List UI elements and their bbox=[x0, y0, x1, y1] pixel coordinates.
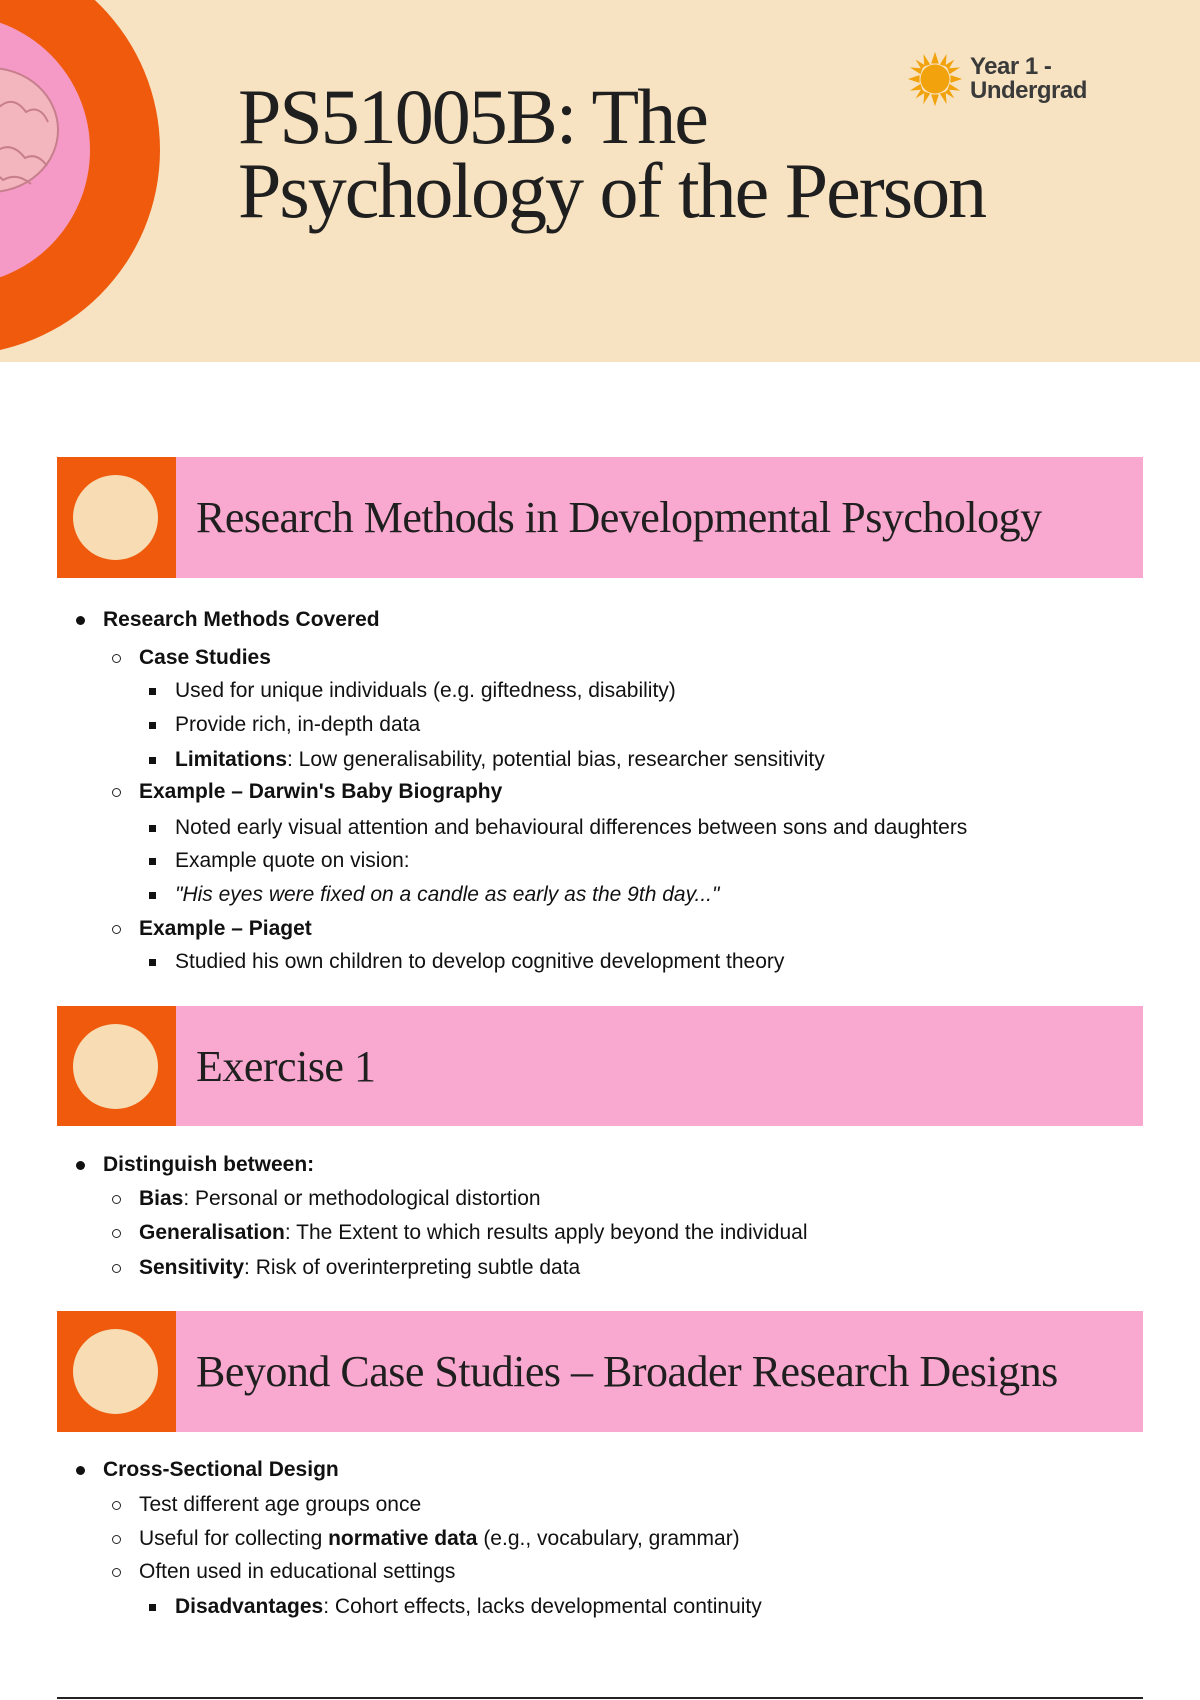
section-marker bbox=[57, 1006, 176, 1126]
section-title: Beyond Case Studies – Broader Research Designs bbox=[196, 1347, 1058, 1396]
title-line-1: PS51005B: The bbox=[238, 73, 707, 160]
circle-icon bbox=[73, 1329, 158, 1414]
list-item: Useful for collecting normative data (e.g., vocabulary, grammar) bbox=[139, 1527, 740, 1551]
section-marker bbox=[57, 1311, 176, 1432]
list-item: Sensitivity: Risk of overinterpreting subtle data bbox=[139, 1256, 580, 1280]
list-item: Case Studies bbox=[139, 646, 271, 670]
brain-illustration bbox=[0, 0, 160, 360]
list-item: Example quote on vision: bbox=[175, 849, 410, 873]
list-item: Used for unique individuals (e.g. giftedness, disability) bbox=[175, 679, 676, 703]
page-header bbox=[0, 0, 1200, 362]
section-header-exercise-1 bbox=[57, 1006, 1143, 1126]
section-marker bbox=[57, 457, 176, 578]
list-item: Bias: Personal or methodological distortion bbox=[139, 1187, 541, 1211]
sun-icon bbox=[906, 50, 964, 108]
list-item: Provide rich, in-depth data bbox=[175, 713, 420, 737]
circle-icon bbox=[73, 475, 158, 560]
section-header-broader-designs bbox=[57, 1311, 1143, 1432]
list-item: Generalisation: The Extent to which results apply beyond the individual bbox=[139, 1221, 807, 1245]
title-line-2: Psychology of the Person bbox=[238, 147, 986, 234]
list-item: Distinguish between: bbox=[103, 1153, 314, 1177]
list-item: Cross-Sectional Design bbox=[103, 1458, 339, 1482]
list-item: Test different age groups once bbox=[139, 1493, 421, 1517]
list-item: Example – Piaget bbox=[139, 917, 312, 941]
year-badge bbox=[906, 50, 1087, 108]
year-line-2: Undergrad bbox=[970, 77, 1087, 104]
list-item: Often used in educational settings bbox=[139, 1560, 455, 1584]
year-line-1: Year 1 - bbox=[970, 53, 1052, 80]
list-item: "His eyes were fixed on a candle as early as the 9th day..." bbox=[175, 883, 719, 907]
section-title: Exercise 1 bbox=[196, 1041, 376, 1091]
section-title: Research Methods in Developmental Psychology bbox=[196, 493, 1042, 542]
list-item: Limitations: Low generalisability, potential bias, researcher sensitivity bbox=[175, 748, 825, 772]
list-item: Research Methods Covered bbox=[103, 608, 380, 632]
list-item: Disadvantages: Cohort effects, lacks developmental continuity bbox=[175, 1595, 762, 1619]
list-item: Example – Darwin's Baby Biography bbox=[139, 780, 502, 804]
list-item: Studied his own children to develop cognitive development theory bbox=[175, 950, 784, 974]
list-item: Noted early visual attention and behavioural differences between sons and daughters bbox=[175, 816, 967, 840]
divider bbox=[57, 1697, 1143, 1699]
circle-icon bbox=[73, 1024, 158, 1109]
section-header-research-methods bbox=[57, 457, 1143, 578]
